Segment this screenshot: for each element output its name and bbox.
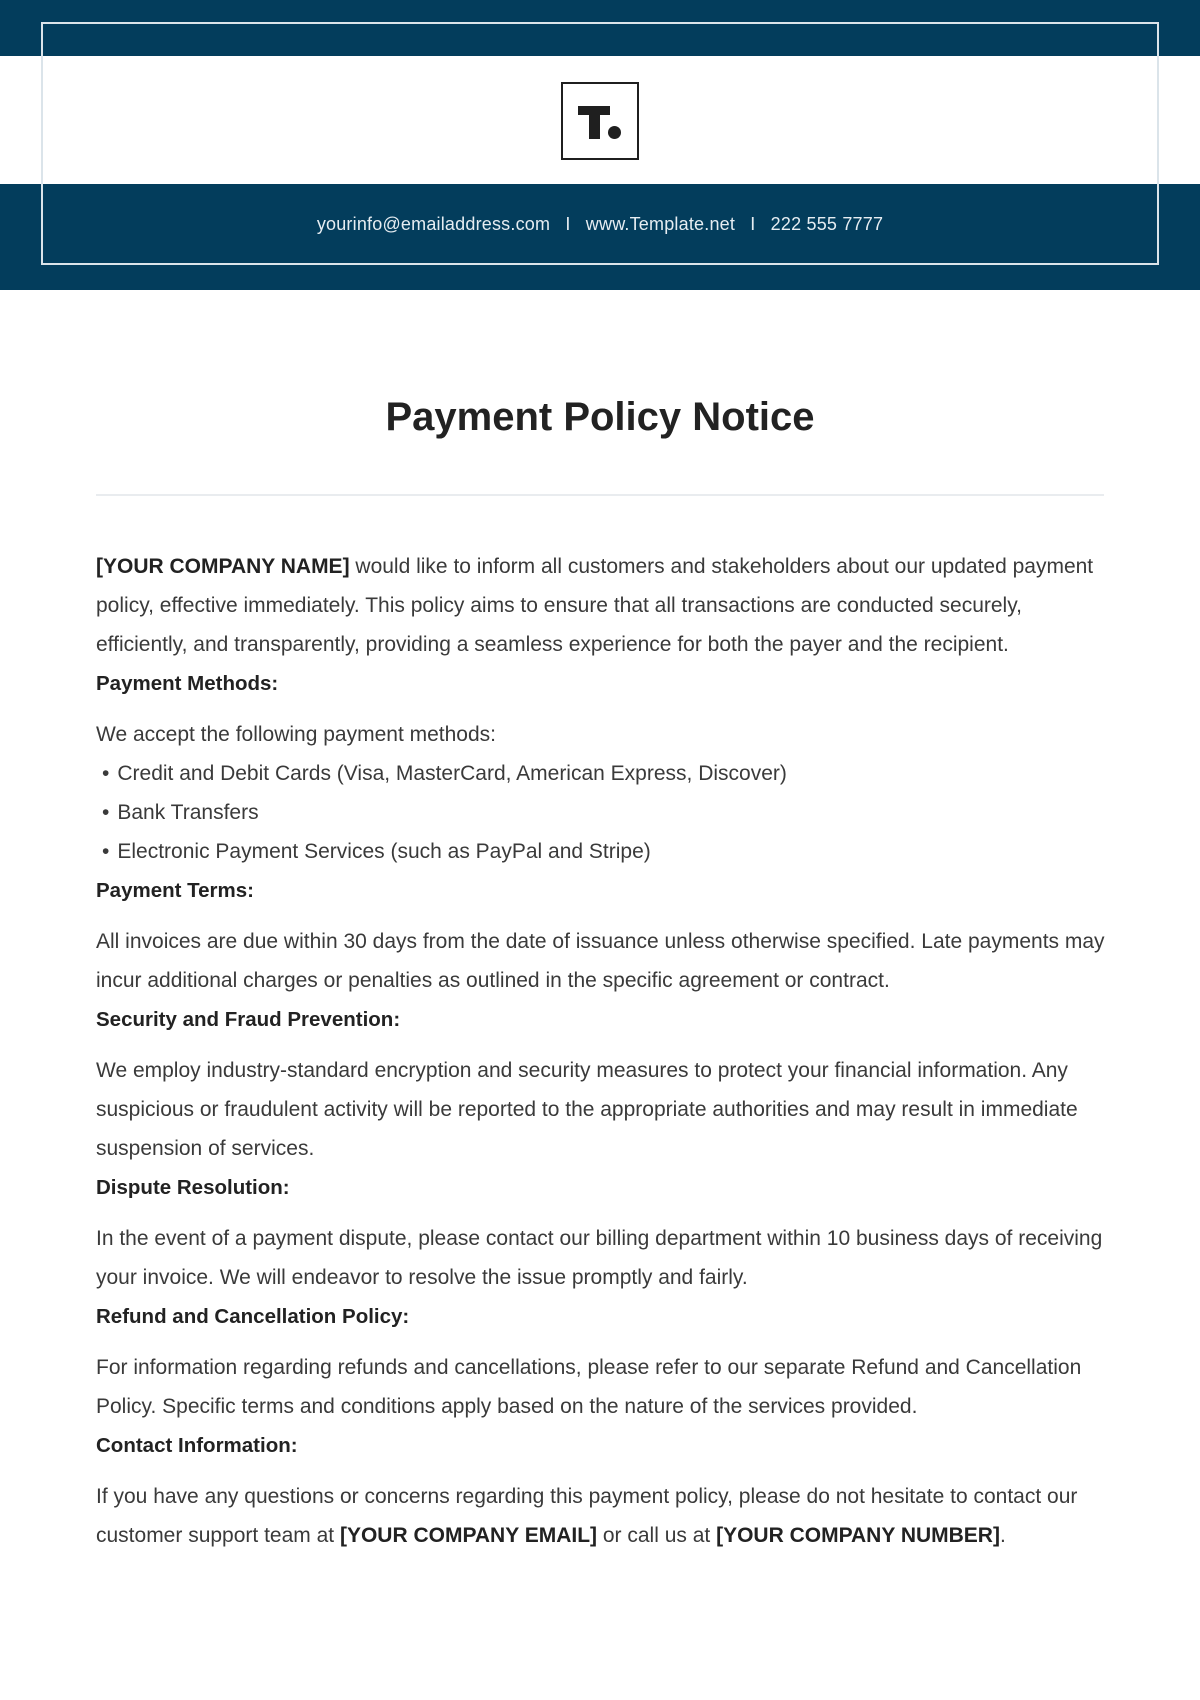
contact-heading: Contact Information: <box>96 1434 298 1457</box>
contact-text: If you have any questions or concerns regarding this payment policy, please do not hesitate to contact our customer support team at <box>96 1485 1078 1547</box>
list-item: • Bank Transfers <box>96 793 1111 832</box>
list-item: • Electronic Payment Services (such as PayPal and Stripe) <box>96 832 1111 871</box>
dispute-heading: Dispute Resolution: <box>96 1176 290 1199</box>
title-divider <box>96 494 1104 496</box>
refund-heading: Refund and Cancellation Policy: <box>96 1305 410 1328</box>
company-logo <box>561 82 639 160</box>
dispute-body: In the event of a payment dispute, please contact our billing department within 10 business days of receiving your invoice. We will endeavor to resolve the issue promptly and fairly. <box>96 1227 1103 1289</box>
page-title: Payment Policy Notice <box>385 395 815 439</box>
contact-text: or call us at <box>597 1524 717 1547</box>
payment-methods-lead: We accept the following payment methods: <box>96 723 496 746</box>
contact-website: www.Template.net <box>585 214 736 234</box>
intro-paragraph <box>96 547 1111 664</box>
intro-text: would like to inform all customers and stakeholders about our updated payment policy, effective immediately. This policy aims to ensure that all transactions are conducted securely, efficiently, and transparently, providing a seamless experience for both the payer and the recipient. <box>96 555 1094 656</box>
contact-text: . <box>999 1524 1006 1547</box>
payment-terms-body: All invoices are due within 30 days from the date of issuance unless otherwise specified. Late payments may incur additional charges or penalties as outlined in the specific agreement or contract. <box>96 930 1105 992</box>
contact-email: yourinfo@emailaddress.com <box>316 214 551 234</box>
document-body <box>96 547 1111 1555</box>
company-email-placeholder: [YOUR COMPANY EMAIL] <box>339 1524 598 1547</box>
contact-line <box>0 214 1200 235</box>
letterhead <box>0 0 1200 290</box>
contact-separator: I <box>750 214 756 234</box>
security-heading: Security and Fraud Prevention: <box>96 1008 401 1031</box>
security-body: We employ industry-standard encryption and security measures to protect your financial information. Any suspicious or fraudulent activity will be reported to the appropriate authorities and may result in immediate suspension of services. <box>96 1059 1078 1160</box>
contact-separator: I <box>565 214 571 234</box>
payment-terms-heading: Payment Terms: <box>96 879 254 902</box>
company-name-placeholder: [YOUR COMPANY NAME] <box>96 555 350 578</box>
contact-phone: 222 555 7777 <box>770 214 884 234</box>
list-item: • Credit and Debit Cards (Visa, MasterCard, American Express, Discover) <box>96 754 1111 793</box>
payment-methods-list <box>96 754 1111 871</box>
payment-methods-heading: Payment Methods: <box>96 672 279 695</box>
contact-body <box>96 1477 1111 1555</box>
refund-body: For information regarding refunds and cancellations, please refer to our separate Refund and Cancellation Policy. Specific terms and conditions apply based on the nature of the services provided. <box>96 1356 1082 1418</box>
company-number-placeholder: [YOUR COMPANY NUMBER] <box>716 1524 1000 1547</box>
